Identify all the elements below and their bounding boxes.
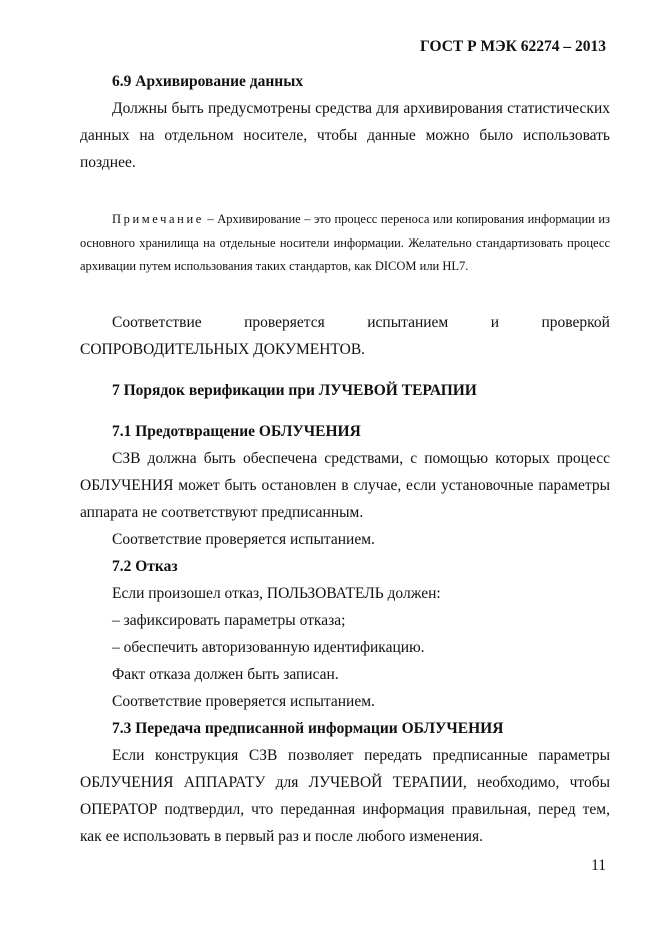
section-7-title: 7 Порядок верификации при ЛУЧЕВОЙ ТЕРАПИИ [112, 381, 477, 399]
section-7-2-conformance: Соответствие проверяется испытанием. [112, 692, 375, 710]
note-paragraph [80, 208, 610, 279]
section-6-9-body: Должны быть предусмотрены средства для архивирования статистических данных на отдельном носителе, чтобы данные можно было использовать позднее. [80, 100, 610, 171]
conformance-line [80, 309, 610, 336]
conformance-line-2: СОПРОВОДИТЕЛЬНЫХ ДОКУМЕНТОВ. [80, 340, 366, 358]
section-7-2-intro: Если произошел отказ, ПОЛЬЗОВАТЕЛЬ должен: [112, 584, 441, 602]
section-6-9-title: 6.9 Архивирование данных [112, 73, 304, 90]
section-7-1-title: 7.1 Предотвращение ОБЛУЧЕНИЯ [112, 422, 361, 440]
conformance-word-3: испытанием [367, 313, 449, 331]
list-item: – обеспечить авторизованную идентификацию. [112, 638, 425, 656]
section-7-1-conformance: Соответствие проверяется испытанием. [112, 530, 375, 548]
section-7-1-body: СЗВ должна быть обеспечена средствами, с помощью которых процесс ОБЛУЧЕНИЯ может быть остановлен в случае, если установочные параметры аппарата не соответствуют предписанным. [80, 449, 610, 521]
conformance-word-5: проверкой [541, 313, 610, 331]
section-7-3-body: Если конструкция СЗВ позволяет передать предписанные параметры ОБЛУЧЕНИЯ АППАРАТУ для ЛУЧЕВОЙ ТЕРАПИИ, необходимо, чтобы ОПЕРАТОР подтвердил, что переданная информация правильная, перед тем, как ее использовать в первый раз и после любого изменения. [80, 746, 610, 845]
section-7-2-fact: Факт отказа должен быть записан. [112, 665, 339, 683]
list-item: – зафиксировать параметры отказа; [112, 611, 346, 629]
conformance-word-1: Соответствие [112, 313, 202, 331]
standard-header: ГОСТ Р МЭК 62274 – 2013 [420, 38, 606, 55]
section-7-3-title: 7.3 Передача предписанной информации ОБЛУЧЕНИЯ [112, 719, 504, 737]
note-label: Примечание [112, 212, 204, 226]
conformance-word-4: и [490, 313, 500, 331]
page-number: 11 [591, 857, 606, 874]
note-text: – Архивирование – это процесс переноса или копирования информации из основного хранилища на отдельные носители информации. Желательно стандартизовать процесс архивации путем использования таких стандартов, как DICOM или HL7. [80, 212, 610, 273]
section-7-2-title: 7.2 Отказ [112, 557, 178, 575]
conformance-word-2: проверяется [244, 313, 325, 331]
page-content [80, 68, 610, 850]
